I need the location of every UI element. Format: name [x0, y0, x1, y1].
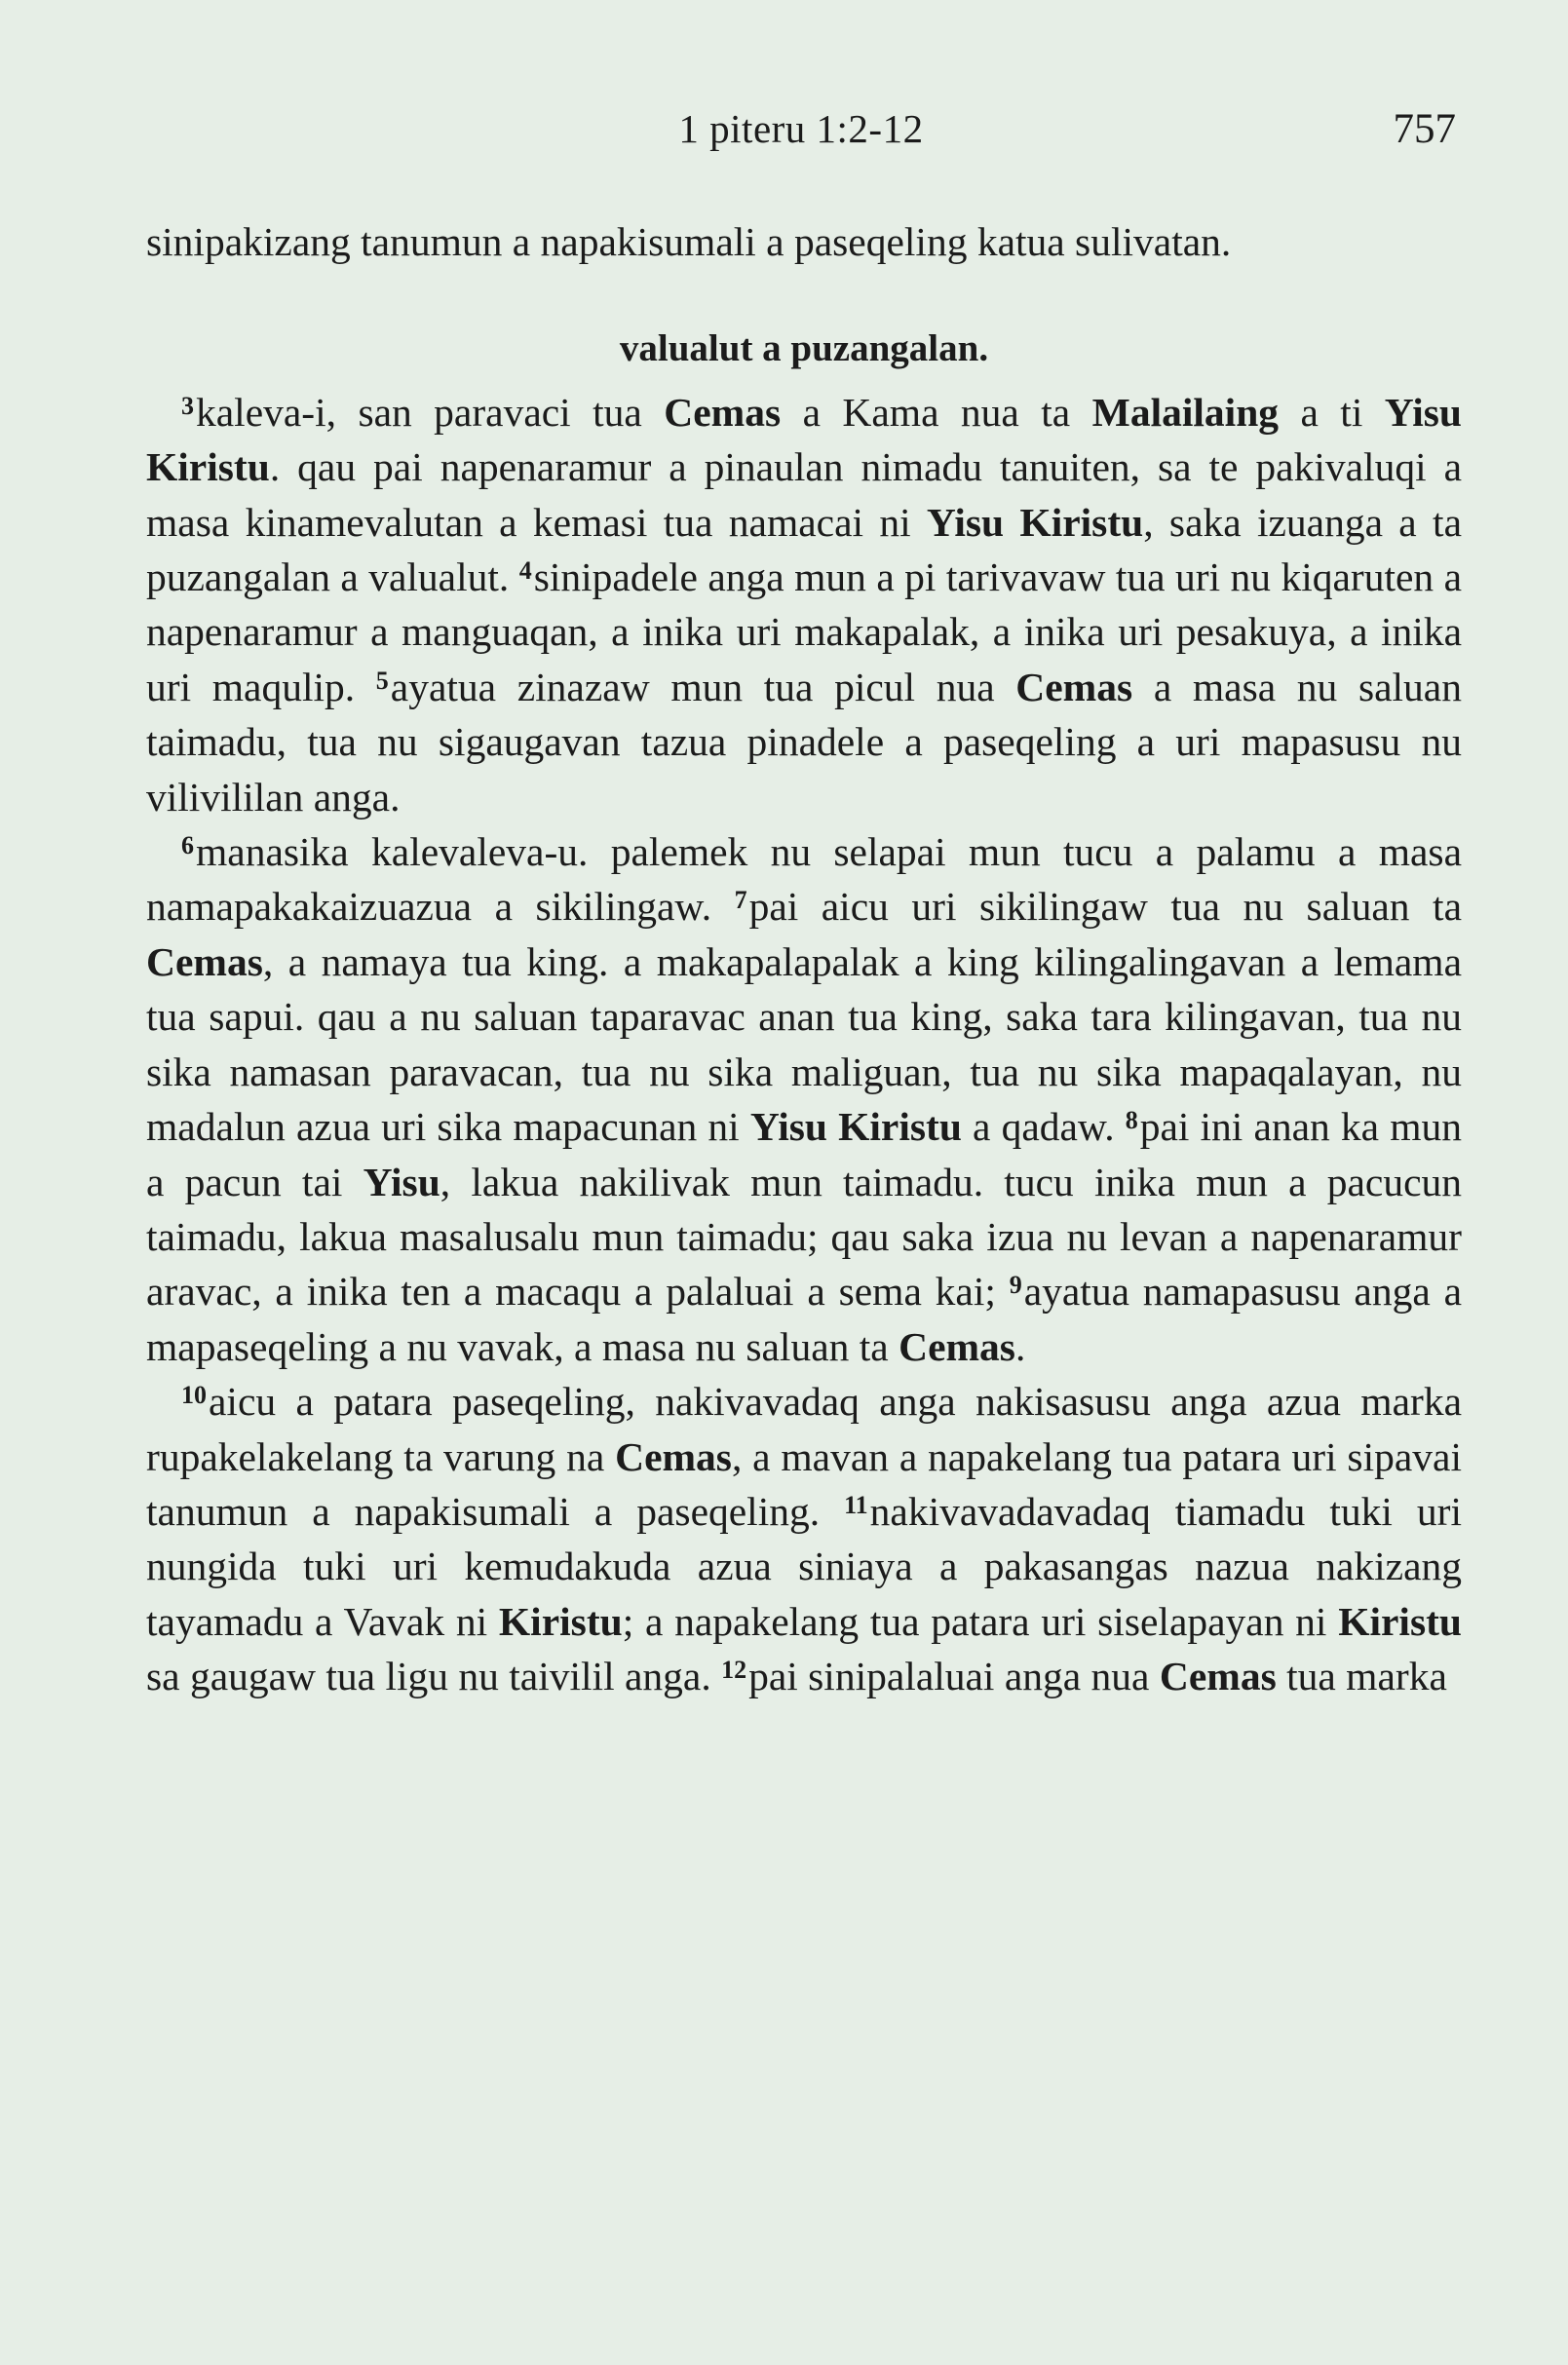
verse-text: a masa nu saluan taimadu, tua nu sigaugavan tazua pinadele a paseqeling a uri mapasusu nu vilivililan anga.	[146, 664, 1462, 820]
verse-text: manasika kalevaleva-u. palemek nu selapai mun tucu a palamu a masa namapakakaizuazua a sikilingaw.	[146, 829, 1462, 930]
verse-text: ayatua zinazaw mun tua picul nua	[390, 664, 1016, 709]
paragraph-v6-9	[146, 824, 1462, 1374]
verse-text: ayatua namapasusu anga a mapaseqeling a nu vavak, a masa nu saluan ta	[146, 1269, 1462, 1369]
divine-name: Cemas	[664, 389, 782, 435]
verse-text: , a mavan a napakelang tua patara uri sipavai tanumun a napakisumali a paseqeling.	[146, 1433, 1462, 1534]
divine-name: Yisu	[363, 1159, 440, 1204]
verse-number: 4	[518, 556, 532, 586]
verse-text: , saka izuanga a ta puzangalan a valualut.	[146, 499, 1462, 600]
page-header	[146, 105, 1456, 164]
intro-text: sinipakizang tanumun a napakisumali a paseqeling katua sulivatan.	[146, 219, 1232, 264]
divine-name: Yisu Kiristu	[146, 389, 1462, 490]
verse-number: 11	[844, 1490, 868, 1519]
verse-text: kaleva-i, san paravaci tua	[196, 389, 665, 435]
section-heading: valualut a puzangalan.	[619, 327, 989, 370]
verse-text: pai ini anan ka mun a pacun tai	[146, 1104, 1462, 1204]
verse-number: 5	[375, 666, 389, 695]
divine-name: Cemas	[615, 1433, 732, 1479]
running-head: 1 piteru 1:2-12	[678, 106, 924, 151]
page-number: 757	[1393, 106, 1456, 152]
verse-number: 6	[181, 831, 194, 860]
paragraph-v3-5	[146, 385, 1462, 824]
paragraph-v10-12	[146, 1374, 1462, 1703]
verse-number: 12	[721, 1656, 747, 1685]
verse-text: a Kama nua ta	[781, 389, 1092, 435]
verse-number: 10	[181, 1381, 207, 1410]
verse-text: ; a napakelang tua patara uri siselapayan ni	[622, 1598, 1339, 1644]
verse-text: a qadaw.	[961, 1104, 1126, 1150]
divine-name: Kiristu	[1338, 1598, 1463, 1644]
verse-text: , a namaya tua king. a makapalapalak a king kilingalingavan a lemama tua sapui. qau a nu saluan taparavac anan tua king, saka tara kilingavan, tua nu sika namasan paravacan, tua nu sika maliguan, tua nu sika mapaqalayan, nu madalun azua uri sika mapacunan ni	[146, 938, 1462, 1150]
verse-text: pai aicu uri sikilingaw tua nu saluan ta	[748, 884, 1462, 930]
verse-number: 7	[734, 886, 747, 915]
divine-name: Kiristu	[498, 1598, 623, 1644]
verse-text: sinipadele anga mun a pi tarivavaw tua uri nu kiqaruten a napenaramur a manguaqan, a inika uri makapalak, a inika uri pesakuya, a inika uri maqulip.	[146, 554, 1463, 709]
verse-text: aicu a patara paseqeling, nakivavadaq anga nakisasusu anga azua marka rupakelakelang ta varung na	[146, 1379, 1462, 1479]
divine-name: Yisu Kiristu	[926, 499, 1144, 545]
divine-name: Yisu Kiristu	[749, 1104, 962, 1150]
verse-text: , lakua nakilivak mun taimadu. tucu inika mun a pacucun taimadu, lakua masalusalu mun taimadu; qau saka izua nu levan a napenaramur aravac, a inika ten a macaqu a palaluai a sema kai;	[146, 1159, 1462, 1315]
verse-text: tua marka	[1276, 1654, 1447, 1699]
body-text	[146, 214, 1462, 1704]
divine-name: Cemas	[146, 938, 263, 984]
verse-number: 8	[1125, 1106, 1138, 1135]
verse-text: .	[1014, 1323, 1026, 1369]
verse-text: pai sinipalaluai anga nua	[748, 1654, 1160, 1699]
verse-number: 3	[181, 391, 194, 420]
divine-name: Cemas	[899, 1323, 1015, 1369]
divine-name: Cemas	[1015, 664, 1133, 709]
divine-name: Cemas	[1159, 1654, 1277, 1699]
verse-number: 9	[1009, 1271, 1022, 1300]
verse-text: sa gaugaw tua ligu nu taivilil anga.	[146, 1654, 722, 1699]
verse-text: . qau pai napenaramur a pinaulan nimadu tanuiten, sa te pakivaluqi a masa kinamevalutan a kemasi tua namacai ni	[146, 444, 1462, 545]
verse-text: nakivavadavadaq tiamadu tuki uri nungida tuki uri kemudakuda azua siniaya a pakasangas nazua nakizang tayamadu a Vavak ni	[146, 1488, 1462, 1644]
intro-paragraph	[146, 214, 1462, 269]
divine-name: Malailaing	[1091, 389, 1280, 435]
verse-text: a ti	[1279, 389, 1385, 435]
